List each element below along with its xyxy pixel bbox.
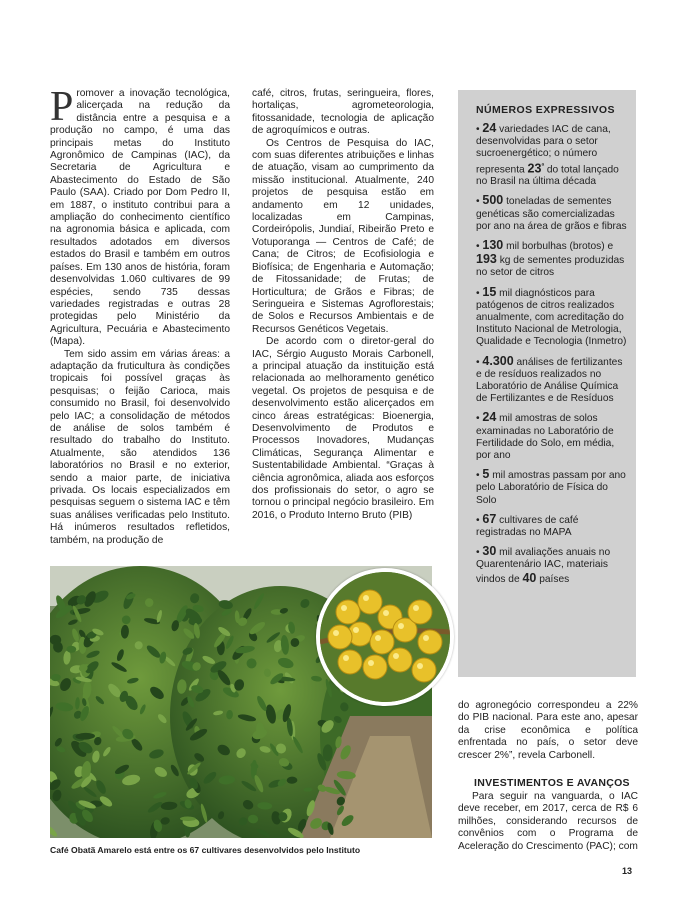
paragraph: Promover a inovação tecnológica, alicerçada na redução da distância entre a pesquisa e a produção no campo, é uma das principais metas do Instituto Agronômico de Campinas (IAC), da Secretaria de Agricultura e Abastecimento do Estado de São Paulo (SAA). Criado por Dom Pedro II, em 1887, o instituto contribui para a ampliação do conhecimento científico na agronomia básica e aplicada, com resultados adotados em diversos estados do Brasil e também em outros países. Em 130 anos de história, foram desenvolvidas 1.060 cultivares de 99 espécies, sendo 735 dessas variedades registradas e outras 28 protegidas pelo Ministério da Agricultura, Pecuária e Abastecimento (Mapa). bbox=[50, 84, 230, 348]
stat-text: países bbox=[536, 573, 570, 585]
stat-text: cultivares de café registradas no MAPA bbox=[476, 514, 579, 539]
stat-number: 500 bbox=[482, 193, 504, 208]
stat-number: 23 bbox=[527, 161, 542, 175]
drop-cap: P bbox=[50, 84, 74, 130]
stat-item: • 500 toneladas de sementes genéticas são comercializadas por ano na área de grãos e fibras bbox=[476, 193, 627, 232]
stat-item: • 67 cultivares de café registradas no MAPA bbox=[476, 511, 579, 539]
coffee-berries-inset bbox=[316, 568, 454, 706]
stat-text: mil avaliações anuais no Quarentenário IAC, materiais vindos de bbox=[476, 547, 611, 585]
stat-number: 40 bbox=[522, 570, 537, 585]
stat-text: mil amostras de solos examinadas no Laboratório de Fertilidade do Solo, em média, por ano bbox=[476, 413, 615, 462]
article-column-1 bbox=[50, 84, 230, 547]
article-column-2 bbox=[252, 88, 434, 522]
stat-number: 67 bbox=[482, 511, 497, 526]
stat-number: 24 bbox=[482, 410, 497, 425]
stat-item: • 15 mil diagnósticos para patógenos de citros realizados anualmente, com acreditação do Instituto Nacional de Metrologia, Qualidade e Tecnologia (Inmetro) bbox=[476, 284, 627, 348]
paragraph: café, citros, frutas, seringueira, flores, hortaliças, agrometeorologia, fitossanidade, tecnologia de aplicação de agroquímicos e outras. bbox=[252, 88, 434, 137]
stat-number: 15 bbox=[482, 284, 497, 299]
stat-item: • 5 mil amostras passam por ano pelo Laboratório de Física do Solo bbox=[476, 467, 626, 506]
article-column-3 bbox=[458, 700, 638, 762]
stat-text: do total lançado no Brasil na última década bbox=[476, 164, 619, 188]
paragraph: Tem sido assim em várias áreas: a adaptação da fruticultura às condições tropicais foi possível graças às pesquisas; o feijão Carioca, mais consumido no Brasil, foi desenvolvido pelo IAC; a consolidação de métodos de análise de solos também é resultado do trabalho do Instituto. Atualmente, são atendidos 136 laboratórios no Brasil e no exterior, sendo a maior parte, de iniciativa privada. Os locais especializados em pesquisas seguem o sistema IAC e têm suas análises verificadas pelo Instituto. Há inúmeros resultados refletidos, também, na produção de bbox=[50, 348, 230, 546]
stats-list bbox=[476, 122, 628, 586]
page-number: 13 bbox=[622, 866, 633, 876]
stats-sidebar bbox=[458, 90, 636, 677]
stat-number: 193 bbox=[476, 252, 497, 267]
stat-text: mil diagnósticos para patógenos de citros realizados anualmente, com acreditação do Instituto Nacional de Metrologia, Qualidade e Tecnologia (Inmetro) bbox=[476, 287, 627, 348]
stat-number: 5 bbox=[482, 467, 490, 482]
section-heading: INVESTIMENTOS E AVANÇOS bbox=[474, 777, 630, 789]
stat-number: 130 bbox=[482, 238, 504, 253]
stat-text: análises de fertilizantes e de resíduos realizados no Laboratório de Análise Química de Fertilizantes e de Resíduos bbox=[476, 356, 623, 405]
stat-text: variedades IAC de cana, desenvolvidas para o setor sucroenergético; o número representa bbox=[476, 124, 611, 175]
stat-item: • 4.300 análises de fertilizantes e de resíduos realizados no Laboratório de Análise Química de Fertilizantes e de Resíduos bbox=[476, 353, 623, 405]
paragraph: do agronegócio correspondeu a 22% do PIB nacional. Para este ano, apesar da crise econômica e política enfrentada no país, o setor deve crescer 2%”, revela Carbonell. bbox=[458, 700, 638, 761]
stat-item: • 24 mil amostras de solos examinadas no Laboratório de Fertilidade do Solo, em média, por ano bbox=[476, 410, 615, 462]
yellow-coffee-berries bbox=[320, 572, 450, 702]
stat-text: toneladas de sementes genéticas são comercializadas por ano na área de grãos e fibras bbox=[476, 196, 627, 232]
stat-text: kg de sementes produzidas no setor de citros bbox=[476, 255, 625, 279]
stat-item: • 130 mil borbulhas (brotos) e 193 kg de sementes produzidas no setor de citros bbox=[476, 238, 625, 279]
stat-item: • 30 mil avaliações anuais no Quarentenário IAC, materiais vindos de 40 países bbox=[476, 544, 611, 585]
stat-text: mil amostras passam por ano pelo Laboratório de Física do Solo bbox=[476, 470, 626, 506]
paragraph: Para seguir na vanguarda, o IAC deve receber, em 2017, cerca de R$ 6 milhões, considerando recursos de convênios com o Programa de Aceleração do Crescimento (PAC); com bbox=[458, 791, 638, 852]
stat-text: mil borbulhas (brotos) e bbox=[503, 241, 614, 253]
stat-item: • 24 variedades IAC de cana, desenvolvidas para o setor sucroenergético; o número representa $23^ª$ do total lançado no Brasil na última década bbox=[476, 121, 619, 188]
article-column-3-continued bbox=[458, 791, 638, 853]
paragraph: De acordo com o diretor-geral do IAC, Sérgio Augusto Morais Carbonell, a principal atuação da instituição está relacionada ao melhoramento genético vegetal. Os projetos de pesquisa e de desenvolvimento estão alicerçados em cinco áreas estratégicas: Bioenergia, Desenvolvimento de Produtos e Processos Inovadores, Mudanças Climáticas, Segurança Alimentar e Sustentabilidade Ambiental. “Graças à ciência agronômica, aliada aos esforços dos profissionais do setor, o agro se tornou o principal negócio brasileiro. Em 2016, o Produto Interno Bruto (PIB) bbox=[252, 336, 434, 521]
ordinal-marker: ª bbox=[541, 162, 545, 170]
paragraph: Os Centros de Pesquisa do IAC, com suas diferentes atribuições e linhas de atuação, visam ao cumprimento da missão institucional. Atualmente, 240 projetos de pesquisa estão em andamento em 12 unidades, localizadas em Campinas, Cordeirópolis, Jundiaí, Ribeirão Preto e Votuporanga — Centros de Café; de Cana; de Citros; de Ecofisiologia e Biofísica; de Engenharia e Automação; de Fitossanidade; de Frutas; de Horticultura; de Grãos e Fibras; de Seringueira e Sistemas Agroflorestais; de Solos e Recursos Ambientais e de Recursos Genéticos Vegetais. bbox=[252, 137, 434, 335]
sidebar-title: NÚMEROS EXPRESSIVOS bbox=[476, 104, 615, 116]
stat-number: 30 bbox=[482, 544, 497, 559]
stat-number: 24 bbox=[482, 121, 497, 135]
stat-number: 4.300 bbox=[482, 353, 514, 368]
photo-caption: Café Obatã Amarelo está entre os 67 cultivares desenvolvidos pelo Instituto bbox=[50, 845, 361, 855]
